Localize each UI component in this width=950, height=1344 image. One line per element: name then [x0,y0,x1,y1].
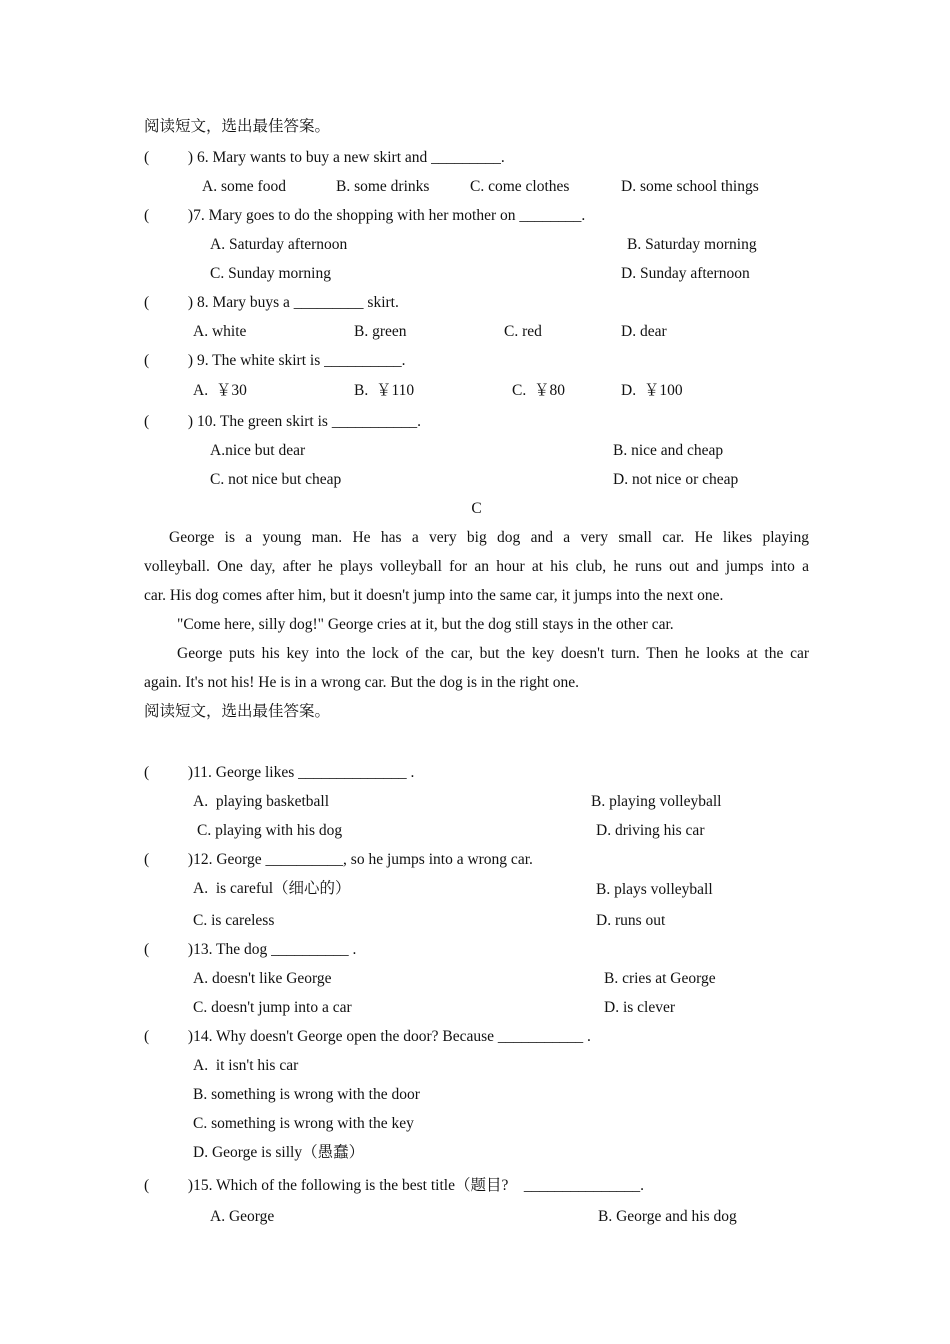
option-a: A. is careful（细心的） [193,880,351,897]
option-c: C. not nice but cheap [210,471,342,488]
option-c: C. come clothes [470,178,570,195]
option-c: C. something is wrong with the key [193,1115,414,1132]
passage-line: car. His dog comes after him, but it doesn't jump into the same car, it jumps into the next one. [144,587,724,604]
option-b: B. some drinks [336,178,430,195]
question-stem: ( ) 9. The white skirt is __________. [144,352,406,369]
question-stem: ( )7. Mary goes to do the shopping with her mother on ________. [144,207,586,224]
option-c: C. red [504,323,542,340]
option-d: D. George is silly（愚蠢） [193,1144,365,1161]
option-a: A. it isn't his car [193,1057,299,1074]
option-d: D. driving his car [596,822,705,839]
option-d: D. runs out [596,912,666,929]
passage-line: George is a young man. He has a very big dog and a very small car. He likes playing [169,529,809,546]
question-stem: ( )11. George likes ______________ . [144,764,415,781]
option-b: B. George and his dog [598,1208,737,1225]
passage-line: volleyball. One day, after he plays volleyball for an hour at his club, he runs out and jumps into a [144,558,809,575]
option-b: B. something is wrong with the door [193,1086,420,1103]
question-stem: ( )13. The dog __________ . [144,941,357,958]
option-b: B. Saturday morning [627,236,757,253]
option-a: A. white [193,323,247,340]
question-stem: ( ) 10. The green skirt is ___________. [144,413,421,430]
question-stem: ( )12. George __________, so he jumps into a wrong car. [144,851,533,868]
option-d: D. Sunday afternoon [621,265,750,282]
option-d: D. dear [621,323,667,340]
option-b: B. playing volleyball [591,793,722,810]
question-stem: ( )14. Why doesn't George open the door? Because ___________ . [144,1028,591,1045]
option-a: A.nice but dear [210,442,306,459]
passage-line: "Come here, silly dog!" George cries at it, but the dog still stays in the other car. [177,616,674,633]
option-b: B. green [354,323,407,340]
option-d: D. is clever [604,999,676,1016]
section-heading: C [471,500,482,517]
option-a: A. ￥30 [193,382,247,399]
passage-line: again. It's not his! He is in a wrong car. But the dog is in the right one. [144,674,579,691]
option-c: C. is careless [193,912,275,929]
option-b: B. ￥110 [354,382,415,399]
passage-line: George puts his key into the lock of the car, but the key doesn't turn. Then he looks at the car [177,645,809,662]
option-a: A. some food [202,178,286,195]
question-stem: ( ) 6. Mary wants to buy a new skirt and _________. [144,149,505,166]
option-d: D. not nice or cheap [613,471,739,488]
option-d: D. ￥100 [621,382,683,399]
option-c: C. doesn't jump into a car [193,999,352,1016]
option-b: B. cries at George [604,970,716,987]
option-a: A. playing basketball [193,793,330,810]
option-c: C. Sunday morning [210,265,331,282]
instruction-text: 阅读短文，选出最佳答案。 [144,703,331,720]
option-b: B. plays volleyball [596,881,713,898]
option-c: C. playing with his dog [197,822,343,839]
instruction-text: 阅读短文，选出最佳答案。 [144,118,331,135]
question-stem: ( )15. Which of the following is the best title（题目? _______________. [144,1177,644,1194]
question-stem: ( ) 8. Mary buys a _________ skirt. [144,294,399,311]
option-d: D. some school things [621,178,759,195]
option-a: A. Saturday afternoon [210,236,348,253]
option-a: A. doesn't like George [193,970,332,987]
option-c: C. ￥80 [512,382,565,399]
option-b: B. nice and cheap [613,442,724,459]
option-a: A. George [210,1208,275,1225]
